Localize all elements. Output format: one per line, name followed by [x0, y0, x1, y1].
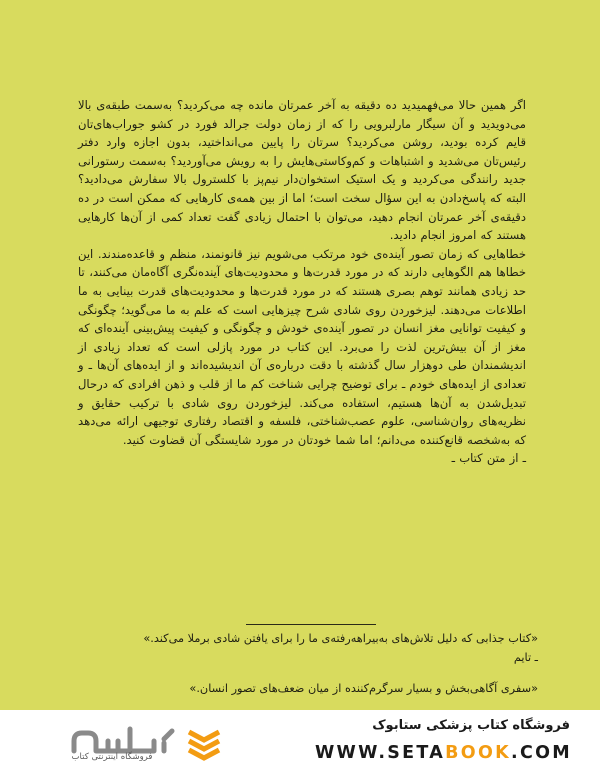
- excerpt-paragraph-2: خطاهایی که زمان تصور آینده‌ی خود مرتکب می‌شویم نیز قانونمند، منظم و قاعده‌مندند. این خطاها هم الگوهایی دارند که در مورد قدرت‌ها و محدودیت‌های آینده‌نگری آگاه‌مان می‌کنند، تا حد زیادی همانند توهم بصری هستند که در مورد قدرت‌ها و محدودیت‌های قدرت بینایی به ما اطلاعات می‌دهند. لیزخوردن روی شادی شرح چیزهایی است که علم به ما می‌گوید؛ چگونگی و کیفیت توانایی مغز انسان در تصور آینده‌ی خودش و چگونگی و کیفیت پیش‌بینی آینده‌ای که مغز از آن بیش‌ترین لذت را می‌برد. این کتاب در مورد پازلی است که تعداد زیادی از اندیشمندان طی دوهزار سال گذشته با دقت درباره‌ی آن اندیشیده‌اند و از ایده‌های آن‌ها ـ و تعدادی از ایده‌های خودم ـ برای توضیح چرایی شناخت کم ما از قلب و ذهن افرادی که درحال تبدیل‌شدن به آن‌ها هستیم، استفاده می‌کند. لیزخوردن روی شادی با ترکیب حقایق و نظریه‌های روان‌شناسی، علوم عصب‌شناختی، فلسفه و اقتصاد رفتاری توجیهی ارائه می‌دهد که به‌شخصه قانع‌کننده می‌دانم؛ اما شما خودتان در مورد شایستگی آن قضاوت کنید.: [78, 246, 526, 447]
- excerpt-paragraph-1: اگر همین حالا می‌فهمیدید ده دقیقه به آخر عمرتان مانده چه می‌کردید؟ به‌سمت طبقه‌ی بالا می‌دویدید و آن سیگار مارلبرویی را که از زمان دولت جرالد فورد در کشو جوراب‌های‌تان قایم کرده بودید، روشن می‌کردید؟ سرتان را پایین می‌انداختید، بدون اجازه وارد دفتر رئیس‌تان می‌شدید و اشتباهات و کم‌وکاستی‌هایش را به رویش می‌آوردید؟ به‌سمت رستورانی جدید رانندگی می‌کردید و یک استیک استخوان‌دار نیم‌پز با کلسترول بالا سفارش می‌دادید؟ البته که پاسخ‌دادن به این سؤال سخت است؛ اما از بین همه‌ی کارهایی که ممکن است در ده دقیقه‌ی آخر عمرتان انجام دهید، می‌توان با احتمال زیادی گفت تعداد کمی از آن‌ها کارهایی هستند که امروز انجام دادید.: [78, 98, 526, 243]
- shop-name: فروشگاه کتاب پزشکی ستابوک: [372, 718, 570, 733]
- shop-url-prefix: WWW.SETA: [314, 743, 446, 763]
- back-cover-text: [78, 96, 526, 468]
- shop-url[interactable]: [300, 743, 572, 763]
- review-quote-1: «کتاب جذابی که دلیل تلاش‌های به‌بیراهه‌رفته‌ی ما را برای یافتن شادی برملا می‌کند.»: [143, 632, 538, 645]
- setabook-logo: [30, 719, 180, 763]
- review-quote-2: «سفری آگاهی‌بخش و بسیار سرگرم‌کننده از میان ضعف‌های تصور انسان.»: [189, 682, 538, 695]
- chevron-logo-icon: [185, 724, 223, 762]
- review-quote-1-source: ـ تایم: [513, 651, 538, 664]
- section-divider: [246, 624, 376, 625]
- logo-subtitle: فروشگاه اینترنتی کتاب: [71, 752, 153, 762]
- setabook-logo-mark-icon: [68, 721, 178, 755]
- excerpt-source-note: ـ از متن کتاب ـ: [451, 451, 526, 466]
- shop-url-suffix: .COM: [511, 743, 572, 763]
- review-quotes: [78, 629, 538, 698]
- shop-url-brand: BOOK: [445, 743, 512, 763]
